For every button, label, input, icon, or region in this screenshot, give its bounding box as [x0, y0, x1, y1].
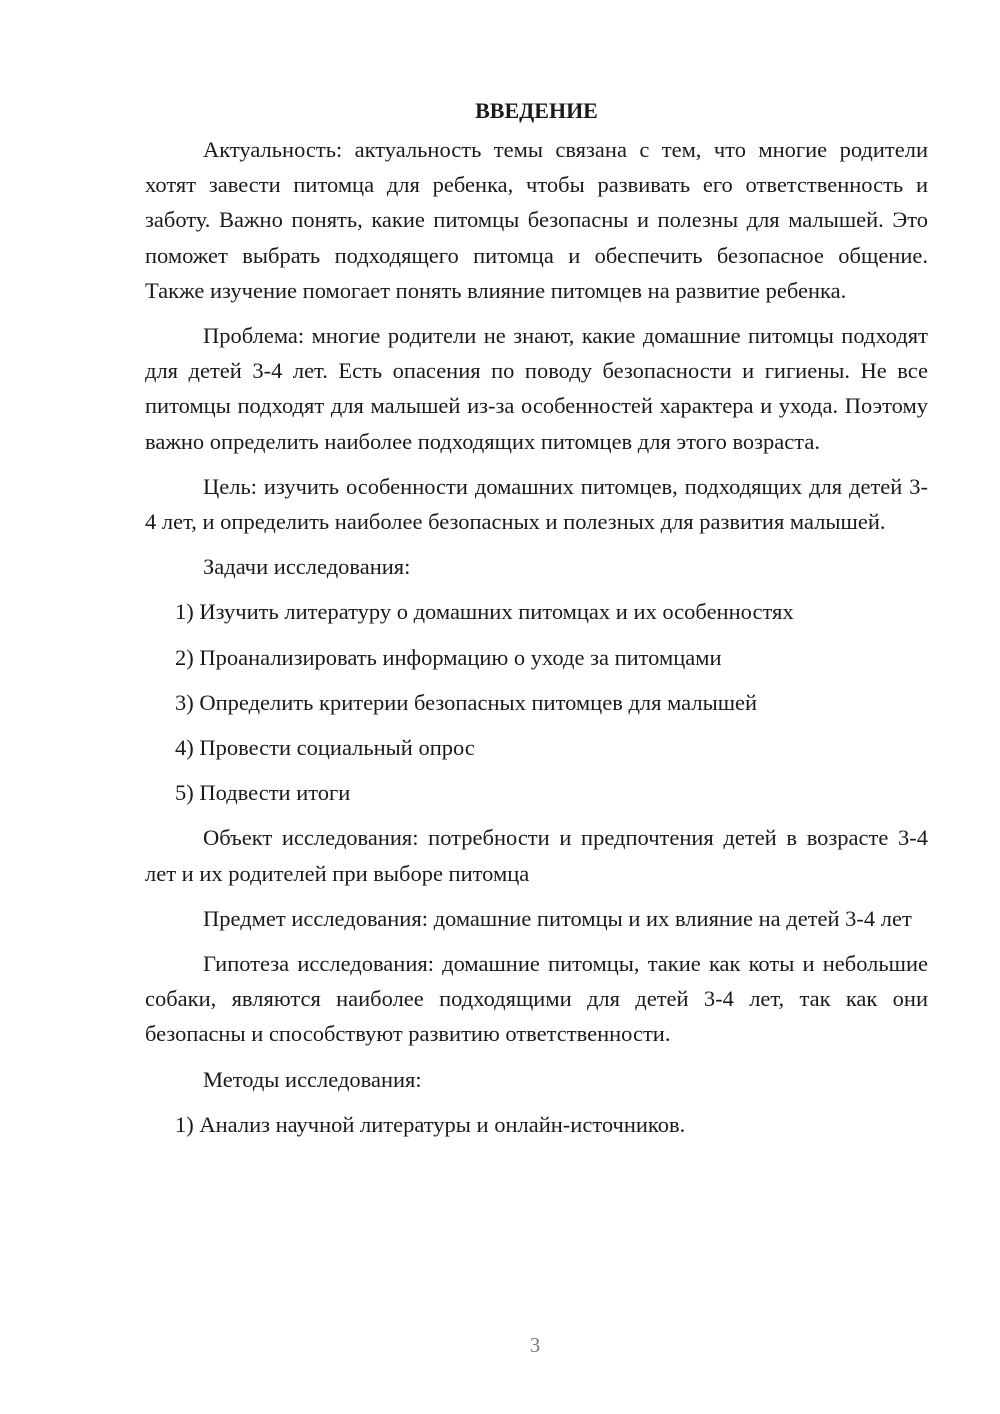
hypothesis-paragraph: Гипотеза исследования: домашние питомцы, такие как коты и небольшие собаки, являются наиболее подходящими для детей 3-4 лет, так как они безопасны и способствуют развитию ответственности. [145, 951, 928, 1047]
methods-heading: Методы исследования: [203, 1066, 422, 1092]
problem-paragraph: Проблема: многие родители не знают, какие домашние питомцы подходят для детей 3-4 лет. Есть опасения по поводу безопасности и гигиены. Не все питомцы подходят для малышей из-за особенностей характера и ухода. Поэтому важно определить наиболее подходящих питомцев для этого возраста. [145, 323, 928, 454]
tasks-heading: Задачи исследования: [203, 554, 411, 580]
object-paragraph: Объект исследования: потребности и предпочтения детей в возрасте 3-4 лет и их родителей при выборе питомца [145, 825, 928, 886]
task-item: 1) Изучить литературу о домашних питомцах и их особенностях [175, 599, 794, 625]
relevance-paragraph: Актуальность: актуальность темы связана с тем, что многие родители хотят завести питомца для ребенка, чтобы развивать его ответственность и заботу. Важно понять, какие питомцы безопасны и полезны для малышей. Это поможет выбрать подходящего питомца и обеспечить безопасное общение. Также изучение помогает понять влияние питомцев на развитие ребенка. [145, 137, 928, 303]
subject-paragraph: Предмет исследования: домашние питомцы и их влияние на детей 3-4 лет [203, 905, 912, 931]
task-item: 3) Определить критерии безопасных питомцев для малышей [175, 689, 758, 715]
method-item: 1) Анализ научной литературы и онлайн-источников. [175, 1111, 686, 1137]
goal-paragraph: Цель: изучить особенности домашних питомцев, подходящих для детей 3-4 лет, и определить наиболее безопасных и полезных для развития малышей. [145, 473, 928, 535]
page-title: ВВЕДЕНИЕ [475, 98, 598, 123]
task-item: 4) Провести социальный опрос [175, 735, 475, 761]
page-number: 3 [529, 1333, 541, 1357]
task-item: 5) Подвести итоги [175, 780, 351, 806]
page-content [145, 92, 928, 1152]
task-item: 2) Проанализировать информацию о уходе за питомцами [175, 644, 722, 670]
